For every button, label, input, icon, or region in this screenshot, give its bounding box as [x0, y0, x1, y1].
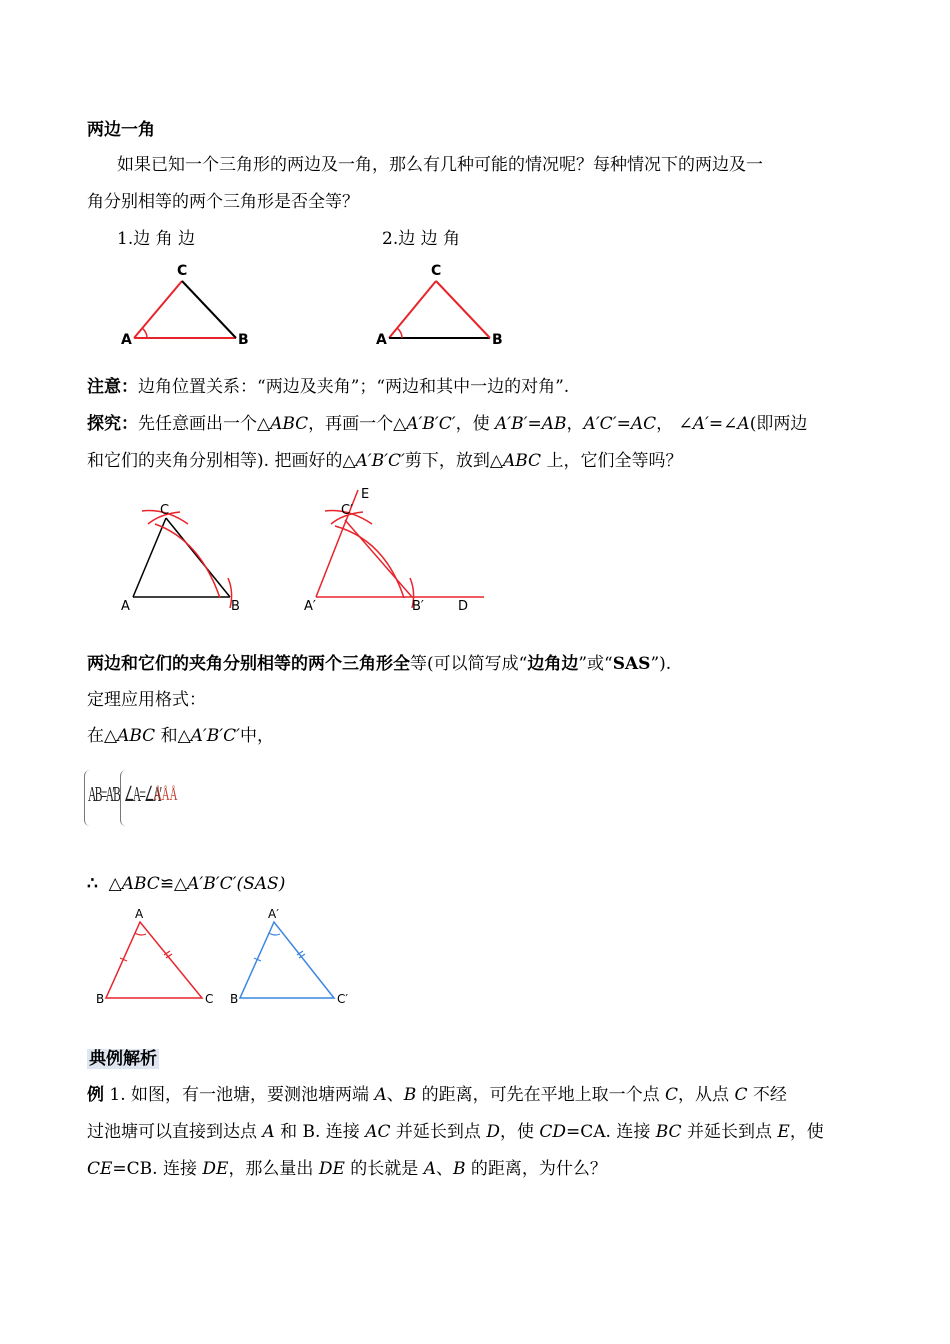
math-apbp: A′B′ [495, 414, 528, 434]
text: ，使 [499, 1122, 540, 1142]
formula-part-1: AB=A′B′ [88, 782, 121, 806]
formula-part-2: ∠A=∠A′ [124, 782, 161, 806]
triangle-apbpcp-blue [230, 907, 348, 1006]
example-heading: 典例解析 [89, 1049, 157, 1069]
math-ac: AC [365, 1122, 391, 1142]
math-de: DE [318, 1159, 345, 1179]
math-eq: = [616, 414, 631, 434]
math-apcp: A′C′ [583, 414, 617, 434]
math-eq: = [708, 414, 724, 434]
label-a: A [121, 599, 130, 614]
text: 在△ [87, 726, 118, 746]
label-ap: A′ [268, 907, 279, 921]
sas-text: (SAS) [236, 874, 286, 894]
math-angle-a: ∠A [723, 414, 750, 434]
text: 中， [240, 726, 275, 746]
explore-label: 探究： [87, 414, 138, 434]
angle-arc [269, 933, 280, 935]
text: 的距离，为什么？ [465, 1159, 607, 1179]
text: ，使 [789, 1122, 824, 1142]
label-cp: C′ [337, 992, 349, 1006]
explore-text: 和它们的夹角分别相等). 把画好的△ [87, 451, 356, 471]
math-apbpcp: A′B′C′ [187, 874, 237, 894]
text: 1. 如图，有一池塘，要测池塘两端 [104, 1085, 375, 1105]
triangle-outline [240, 922, 334, 998]
math-b: B [452, 1159, 466, 1179]
math-apbpcp: A′B′C′ [355, 451, 405, 471]
explore-text: ，使 [455, 414, 496, 434]
math-a: A [374, 1085, 387, 1105]
text: 并延长到点 [390, 1122, 487, 1142]
math-eq: = [527, 414, 542, 434]
math-c: C [665, 1085, 679, 1105]
label-e: E [361, 487, 370, 502]
punct: ， [656, 414, 674, 434]
angle-arc [135, 933, 146, 935]
math-cd: CD [539, 1122, 566, 1142]
text: =CB. 连接 [112, 1159, 203, 1179]
text: △ [108, 874, 122, 894]
label-c: C [431, 263, 442, 279]
text: =CA. 连接 [566, 1122, 656, 1142]
math-apbpcp: A′B′C′ [190, 726, 241, 746]
punct: ， [566, 414, 584, 434]
math-ac: AC [630, 414, 657, 434]
math-angle-ap: ∠A′ [678, 414, 709, 434]
math-d: D [486, 1122, 500, 1142]
label-c: C [205, 992, 214, 1006]
label-c: C [160, 503, 170, 518]
therefore-symbol: ∴ [87, 874, 98, 894]
explore-text: (即两边 [749, 414, 808, 434]
label-c: C [177, 263, 188, 279]
math-abc: ABC [502, 451, 542, 471]
theorem-sas: SAS [612, 654, 651, 674]
text: ，从点 [678, 1085, 735, 1105]
label-b: B [96, 992, 105, 1006]
text: 和△ [155, 726, 191, 746]
example1-line-2 [87, 1122, 824, 1142]
math-bc: BC [655, 1122, 682, 1142]
theorem-text: ”或“ [578, 654, 613, 674]
math-a: A [423, 1159, 436, 1179]
theorem-abbr: 边角边 [527, 654, 579, 674]
triangle-outline [106, 922, 202, 998]
math-a: A [262, 1122, 275, 1142]
intro-line-1: 如果已知一个三角形的两边及一角，那么有几种可能的情况呢？每种情况下的两边及一 [117, 155, 763, 175]
label-cp: C′ [341, 503, 354, 518]
section-title: 两边一角 [87, 120, 155, 140]
theorem-text: 等(可以简写成“ [410, 654, 528, 674]
label-a: A [376, 332, 387, 348]
math-c: C [734, 1085, 748, 1105]
label-b: B [238, 332, 249, 348]
math-ce: CE [87, 1159, 113, 1179]
text: 不经 [747, 1085, 787, 1105]
triangle-abc-red [96, 907, 213, 1006]
math-apbpcp: A′B′C′ [406, 414, 456, 434]
text: 并延长到点 [681, 1122, 778, 1142]
text: 、 [386, 1085, 404, 1105]
math-abc: ABC [121, 874, 160, 894]
theorem-text: ”). [650, 654, 672, 674]
note-text: 边角位置关系：“两边及夹角”；“两边和其中一边的对角”. [138, 377, 570, 397]
math-b: B [403, 1085, 417, 1105]
text: ，那么量出 [228, 1159, 319, 1179]
theorem-bold: 两边和它们的夹角分别相等的两个三角形全 [87, 654, 410, 674]
label-a: A [121, 332, 132, 348]
label-b: B [230, 992, 239, 1006]
label-b: B [492, 332, 503, 348]
label-bp: B′ [412, 599, 424, 614]
example-heading-wrap [87, 1049, 159, 1069]
format-title: 定理应用格式： [87, 690, 206, 710]
text: 和 B. 连接 [274, 1122, 366, 1142]
label-b: B [231, 599, 240, 614]
explore-text: 先任意画出一个△ [138, 414, 271, 434]
cong-symbol: ≌△ [159, 874, 188, 894]
text: 、 [435, 1159, 453, 1179]
math-abc: ABC [117, 726, 156, 746]
explore-text: 上，它们全等吗？ [541, 451, 683, 471]
intro-line-2: 角分别相等的两个三角形是否全等？ [87, 192, 359, 212]
label-ap: A′ [304, 599, 316, 614]
example-label: 例 [87, 1085, 104, 1105]
text: 的长就是 [344, 1159, 424, 1179]
math-ab: AB [541, 414, 567, 434]
note-label: 注意： [87, 377, 138, 397]
text: 的距离，可先在平地上取一个点 [416, 1085, 666, 1105]
case-2-label: 2.边 边 角 [382, 229, 461, 249]
formula-part-3: ÅÅÅ [154, 784, 178, 804]
text: 过池塘可以直接到达点 [87, 1122, 263, 1142]
example1-line-3 [87, 1159, 607, 1179]
case-1-label: 1.边 角 边 [117, 229, 196, 249]
explore-text: 剪下，放到△ [404, 451, 503, 471]
label-d: D [458, 599, 469, 614]
example1-line-1 [87, 1085, 787, 1105]
label-a: A [135, 907, 144, 921]
math-e: E [777, 1122, 790, 1142]
explore-text: ，再画一个△ [308, 414, 407, 434]
math-abc: ABC [270, 414, 309, 434]
math-de: DE [202, 1159, 229, 1179]
